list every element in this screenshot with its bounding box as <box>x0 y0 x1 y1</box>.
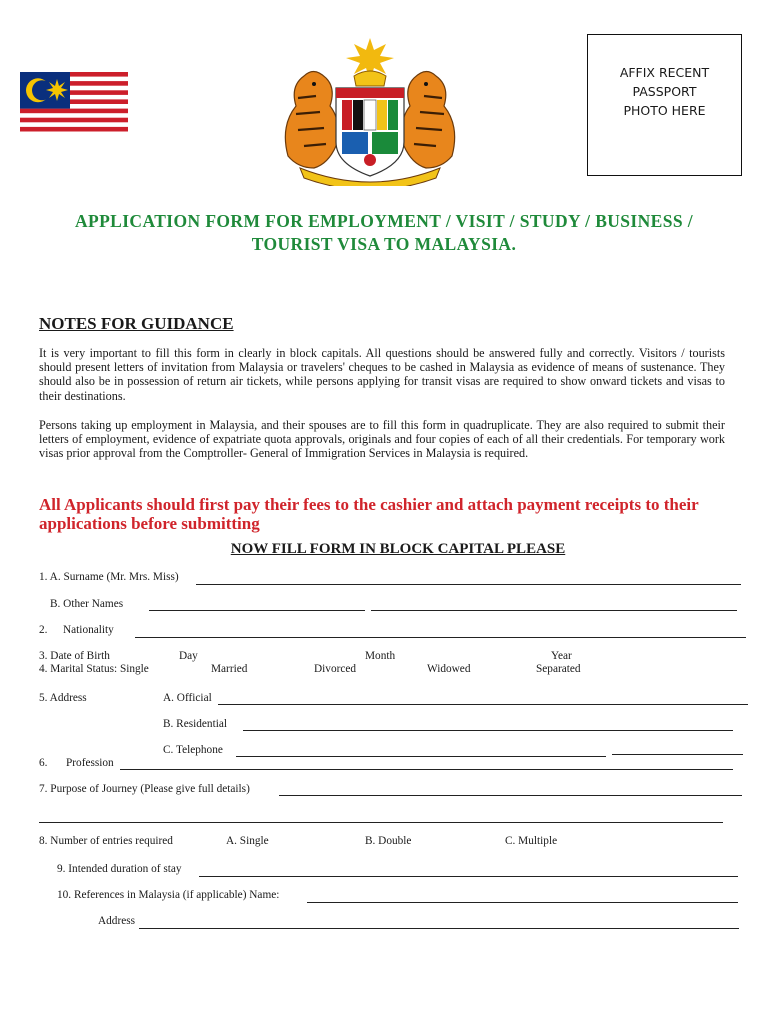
nationality-field[interactable] <box>135 637 746 638</box>
tiger-left-icon <box>285 71 338 168</box>
purpose-of-journey-label: 7. Purpose of Journey (Please give full details) <box>39 783 250 795</box>
residential-address-label: B. Residential <box>163 718 228 730</box>
dob-month-label: Month <box>365 650 396 662</box>
other-names-label: B. Other Names <box>50 598 124 610</box>
star-icon <box>46 79 68 101</box>
date-of-birth-label: 3. Date of Birth <box>39 650 110 662</box>
crest-shield <box>336 88 404 176</box>
passport-photo-box[interactable] <box>587 34 742 176</box>
purpose-field-1[interactable] <box>279 795 742 796</box>
references-address-label: Address <box>98 915 136 927</box>
entries-option-double[interactable]: B. Double <box>365 835 412 847</box>
notes-paragraph-2: Persons taking up employment in Malaysia, and their spouses are to fill this form in quadruplicate. They are also required to submit their letters of employment, evidence of expatriate quota approvals, originals and four copies of each of all their credentials. For temporary work visas prior approval from the Comptroller- General of Immigration Services in Malaysia is required. <box>39 418 725 461</box>
duration-of-stay-field[interactable] <box>199 876 738 877</box>
entries-option-multiple[interactable]: C. Multiple <box>505 835 558 847</box>
marital-option-married[interactable]: Married <box>211 663 248 675</box>
address-label: 5. Address <box>39 692 87 704</box>
coat-of-arms-emblem <box>270 36 470 186</box>
surname-label: 1. A. Surname (Mr. Mrs. Miss) <box>39 571 179 583</box>
notes-paragraph-1: It is very important to fill this form in clearly in block capitals. All questions should be answered fully and correctly. Visitors / tourists should present letters of invitation from Malaysia or travelers' cheques to be cashed in Malaysia as evidence of means of sustenance. They should also be in possession of return air tickets, while persons applying for transit visas are required to show onward tickets and visas to their destinations. <box>39 346 725 403</box>
telephone-field-2[interactable] <box>612 754 743 755</box>
purpose-field-2[interactable] <box>39 822 723 823</box>
telephone-label: C. Telephone <box>163 744 223 756</box>
marital-status-label: 4. Marital Status: Single <box>39 663 149 675</box>
entries-required-label: 8. Number of entries required <box>39 835 173 847</box>
photo-box-line-1: AFFIX RECENT <box>619 65 710 80</box>
form-instruction: NOW FILL FORM IN BLOCK CAPITAL PLEASE <box>230 541 566 557</box>
other-names-field-1[interactable] <box>149 610 365 611</box>
duration-of-stay-label: 9. Intended duration of stay <box>57 863 182 875</box>
photo-box-line-2: PASSPORT <box>632 84 697 99</box>
references-address-field[interactable] <box>139 928 739 929</box>
nationality-label: Nationality <box>63 624 114 636</box>
references-name-field[interactable] <box>307 902 738 903</box>
other-names-field-2[interactable] <box>371 610 737 611</box>
photo-box-line-3: PHOTO HERE <box>623 103 706 118</box>
entries-option-single[interactable]: A. Single <box>226 835 269 847</box>
marital-option-divorced[interactable]: Divorced <box>314 663 357 675</box>
dob-year-label: Year <box>551 650 572 662</box>
surname-field[interactable] <box>196 584 741 585</box>
marital-option-widowed[interactable]: Widowed <box>427 663 471 675</box>
nationality-number: 2. <box>39 624 48 636</box>
form-title-line-1: APPLICATION FORM FOR EMPLOYMENT / VISIT / STUDY / BUSINESS / <box>74 211 694 231</box>
telephone-field-1[interactable] <box>236 756 606 757</box>
malaysia-flag <box>20 72 128 136</box>
profession-number: 6. <box>39 757 48 769</box>
official-address-label: A. Official <box>163 692 212 704</box>
references-name-label: 10. References in Malaysia (if applicable) Name: <box>57 889 280 901</box>
residential-address-field[interactable] <box>243 730 733 731</box>
dob-day-label: Day <box>179 650 198 662</box>
payment-warning: All Applicants should first pay their fees to the cashier and attach payment receipts to their applications before submitting <box>39 495 699 533</box>
profession-label: Profession <box>66 757 114 769</box>
profession-field[interactable] <box>120 769 733 770</box>
marital-option-separated[interactable]: Separated <box>536 663 581 675</box>
notes-heading: NOTES FOR GUIDANCE <box>39 314 234 333</box>
form-title-line-2: TOURIST VISA TO MALAYSIA. <box>251 234 517 254</box>
official-address-field[interactable] <box>218 704 748 705</box>
tiger-right-icon <box>402 71 455 168</box>
